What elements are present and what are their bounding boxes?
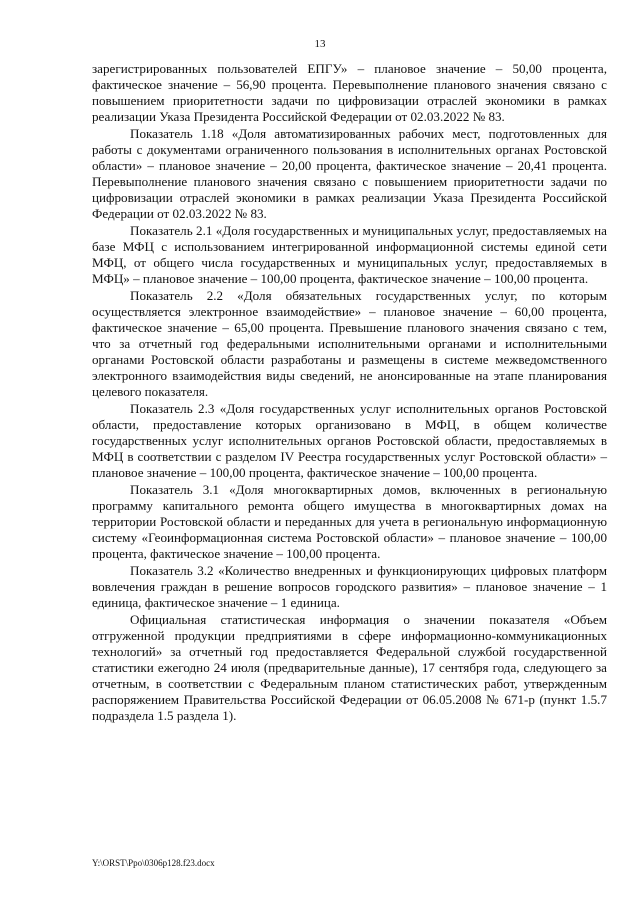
paragraph-indicator-2-2: Показатель 2.2 «Доля обязательных государственных услуг, по которым осуществляется электронное взаимодействие» – плановое значение – 60,00 процента, фактическое значение – 65,00 процента. Превышение планового значения связано с тем, что за отчетный год федеральными исполнительными органами и исполнительными органами Ростовской области разработаны и размещены в системе межведомственного электронного взаимодействия виды сведений, не анонсированные на этапе планирования целевого показателя. bbox=[92, 288, 607, 399]
footer-file-path: Y:\ORST\Ppo\0306p128.f23.docx bbox=[92, 858, 215, 868]
paragraph-indicator-1-18: Показатель 1.18 «Доля автоматизированных рабочих мест, подготовленных для работы с документами ограниченного пользования в исполнительных органах Ростовской области» – плановое значение – 20,00 процента, фактическое значение – 20,41 процента. Перевыполнение планового значения связано с повышением приоритетности задачи по цифровизации отраслей экономики в рамках реализации Указа Президента Российской Федерации от 02.03.2022 № 83. bbox=[92, 126, 607, 221]
paragraph-indicator-2-1: Показатель 2.1 «Доля государственных и муниципальных услуг, предоставляемых на базе МФЦ с использованием интегрированной информационной системы единой сети МФЦ, от общего числа государственных и муниципальных услуг, предоставляемых в МФЦ» – плановое значение – 100,00 процента, фактическое значение – 100,00 процента. bbox=[92, 223, 607, 286]
paragraph-continuation: зарегистрированных пользователей ЕПГУ» – плановое значение – 50,00 процента, фактическое значение – 56,90 процента. Перевыполнение планового значения связано с повышением приоритетности задачи по цифровизации отраслей экономики в рамках реализации Указа Президента Российской Федерации от 02.03.2022 № 83. bbox=[92, 61, 607, 124]
paragraph-official-statistics: Официальная статистическая информация о значении показателя «Объем отгруженной продукции предприятиями в сфере информационно-коммуникационных технологий» за отчетный год предоставляется Федеральной службой государственной статистики ежегодно 24 июля (предварительные данные), 17 сентября года, следующего за отчетным, в соответствии с Федеральным планом статистических работ, утвержденным распоряжением Правительства Российской Федерации от 06.05.2008 № 671-р (пункт 1.5.7 подраздела 1.5 раздела 1). bbox=[92, 612, 607, 723]
paragraph-indicator-3-2: Показатель 3.2 «Количество внедренных и функционирующих цифровых платформ вовлечения граждан в решение вопросов городского развития» – плановое значение – 1 единица, фактическое значение – 1 единица. bbox=[92, 563, 607, 610]
paragraph-indicator-2-3: Показатель 2.3 «Доля государственных услуг исполнительных органов Ростовской области, предоставление которых организовано в МФЦ, в общем количестве государственных услуг исполнительных органов Ростовской области, предоставляемых в МФЦ в соответствии с разделом IV Реестра государственных услуг Ростовской области» – плановое значение – 100,00 процента, фактическое значение – 100,00 процента. bbox=[92, 401, 607, 480]
paragraph-indicator-3-1: Показатель 3.1 «Доля многоквартирных домов, включенных в региональную программу капитального ремонта общего имущества в многоквартирных домах на территории Ростовской области и переданных для учета в региональную информационную систему «Геоинформационная система Ростовской области» – плановое значение – 100,00 процента, фактическое значение – 100,00 процента. bbox=[92, 482, 607, 561]
document-body bbox=[92, 61, 607, 725]
page-number: 13 bbox=[314, 38, 326, 50]
